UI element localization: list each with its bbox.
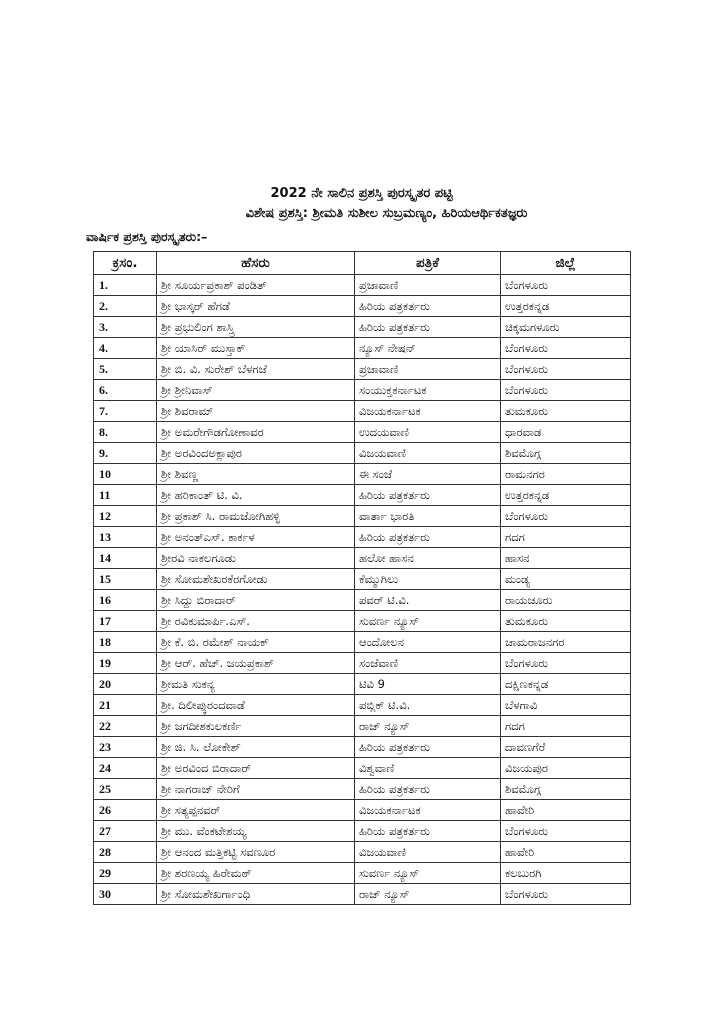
table-row [94, 758, 631, 779]
table-row [94, 863, 631, 884]
serial-cell: 2. [94, 296, 157, 317]
name-cell: ಶ್ರೀ ಶರಣಯ್ಯ ಹಿರೇಮಠ್ [157, 863, 355, 884]
district-cell: ಧಾರವಾಡ [501, 422, 631, 443]
district-cell: ಬೆಂಗಳೂರು [501, 653, 631, 674]
table-row [94, 569, 631, 590]
newspaper-cell: ನ್ಯೂಸ್ ನೇಷನ್ [355, 338, 501, 359]
special-award-line: ವಿಶೇಷ ಪ್ರಶಸ್ತಿ: ಶ್ರೀಮತಿ ಸುಶೀಲ ಸುಬ್ರಮಣ್ಯಂ, ಹಿರಿಯಆರ್ಥಿಕತಜ್ಞರು [245, 206, 528, 221]
table-row [94, 464, 631, 485]
table-row [94, 632, 631, 653]
table-row [94, 275, 631, 296]
newspaper-cell: ಸುವರ್ಣ ನ್ಯೂಸ್ [355, 611, 501, 632]
serial-cell: 10 [94, 464, 157, 485]
newspaper-cell: ವಾರ್ತಾ ಭಾರತಿ [355, 506, 501, 527]
name-cell: ಶ್ರೀ ಶಿವಣ್ಣ [157, 464, 355, 485]
newspaper-cell: ಪ್ರಜಾವಾಣಿ [355, 275, 501, 296]
serial-cell: 18 [94, 632, 157, 653]
district-cell: ಹಾವೇರಿ [501, 800, 631, 821]
serial-cell: 24 [94, 758, 157, 779]
serial-cell: 21 [94, 695, 157, 716]
serial-cell: 8. [94, 422, 157, 443]
table-row [94, 443, 631, 464]
district-cell: ದಕ್ಷಿಣಕನ್ನಡ [501, 674, 631, 695]
name-cell: ಶ್ರೀ ಮು. ವೆಂಕಟೇಶಯ್ಯ [157, 821, 355, 842]
district-cell: ಬೆಂಗಳೂರು [501, 380, 631, 401]
name-cell: ಶ್ರೀ ಬಿ. ವಿ. ಸುರೇಶ್ ಬೆಳಗಜೆ [157, 359, 355, 380]
newspaper-cell: ರಾಜ್ ನ್ಯೂಸ್ [355, 716, 501, 737]
serial-cell: 26 [94, 800, 157, 821]
table-row [94, 527, 631, 548]
newspaper-cell: ಹಲೋ ಹಾಸನ [355, 548, 501, 569]
table-row [94, 485, 631, 506]
district-cell: ಬೆಳಗಾವಿ [501, 695, 631, 716]
serial-cell: 4. [94, 338, 157, 359]
name-cell: ಶ್ರೀ ಶ್ರೀನಿವಾಸ್ [157, 380, 355, 401]
name-cell: ಶ್ರೀ ಯಾಸಿರ್ ಮುಸ್ತಾಕ್ [157, 338, 355, 359]
serial-cell: 14 [94, 548, 157, 569]
serial-cell: 9. [94, 443, 157, 464]
name-cell: ಶ್ರೀಮತಿ ಸುಕನ್ಯ [157, 674, 355, 695]
awardees-table [93, 251, 631, 905]
document-title: 2022 ನೇ ಸಾಲಿನ ಪ್ರಶಸ್ತಿ ಪುರಸ್ಕೃತರ ಪಟ್ಟಿ [270, 186, 453, 201]
serial-cell: 13 [94, 527, 157, 548]
name-cell: ಶ್ರೀ ಪ್ರಭುಲಿಂಗ ಶಾಸ್ತ್ರಿ [157, 317, 355, 338]
serial-cell: 16 [94, 590, 157, 611]
serial-cell: 6. [94, 380, 157, 401]
district-cell: ಚಾಮರಾಜನಗರ [501, 632, 631, 653]
newspaper-cell: ಟಿವಿ 9 [355, 674, 501, 695]
table-row [94, 695, 631, 716]
district-cell: ರಾಮನಗರ [501, 464, 631, 485]
newspaper-cell: ಹಿರಿಯ ಪತ್ರಕರ್ತರು [355, 296, 501, 317]
column-header-serial: ಕ್ರಸಂ. [94, 252, 157, 275]
district-cell: ಬೆಂಗಳೂರು [501, 359, 631, 380]
table-row [94, 317, 631, 338]
district-cell: ಹಾಸನ [501, 548, 631, 569]
table-row [94, 800, 631, 821]
table-row [94, 296, 631, 317]
serial-cell: 17 [94, 611, 157, 632]
newspaper-cell: ಪವರ್ ಟಿ.ವಿ. [355, 590, 501, 611]
newspaper-cell: ಕೆಮ್ಮುಗಿಲು [355, 569, 501, 590]
serial-cell: 20 [94, 674, 157, 695]
name-cell: ಶ್ರೀ ನಾಗರಾಜ್ ನೇರಿಗೆ [157, 779, 355, 800]
name-cell: ಶ್ರೀ ಅರವಿಂದಅಕ್ಲಾಪುರ [157, 443, 355, 464]
name-cell: ಶ್ರೀ ಆರ್. ಹೆಚ್. ಜಯಪ್ರಕಾಶ್ [157, 653, 355, 674]
district-cell: ಗದಗ [501, 527, 631, 548]
serial-cell: 28 [94, 842, 157, 863]
district-cell: ಗದಗ [501, 716, 631, 737]
district-cell: ಕಲಬುರಗಿ [501, 863, 631, 884]
serial-cell: 1. [94, 275, 157, 296]
district-cell: ಉತ್ತರಕನ್ನಡ [501, 296, 631, 317]
newspaper-cell: ವಿಜಯವಾಣಿ [355, 842, 501, 863]
name-cell: ಶ್ರೀ ಸತ್ಯಪ್ಪನವರ್ [157, 800, 355, 821]
serial-cell: 5. [94, 359, 157, 380]
serial-cell: 25 [94, 779, 157, 800]
name-cell: ಶ್ರೀ ಸೋಮಶೇಖರಕೆರಗೋಡು [157, 569, 355, 590]
district-cell: ಶಿವಮೊಗ್ಗ [501, 779, 631, 800]
table-row [94, 884, 631, 905]
district-cell: ಬೆಂಗಳೂರು [501, 884, 631, 905]
name-cell: ಶ್ರೀ ಅಮರೇಗೌಡಗೋಣಾವರ [157, 422, 355, 443]
district-cell: ಬೆಂಗಳೂರು [501, 275, 631, 296]
table-row [94, 674, 631, 695]
table-row [94, 380, 631, 401]
district-cell: ಶಿವಮೊಗ್ಗ [501, 443, 631, 464]
name-cell: ಶ್ರೀ. ದಿಲೀಪ್ಕುರಂದವಾಡೆ [157, 695, 355, 716]
column-header-district: ಜಿಲ್ಲೆ [501, 252, 631, 275]
serial-cell: 22 [94, 716, 157, 737]
serial-cell: 3. [94, 317, 157, 338]
serial-cell: 29 [94, 863, 157, 884]
name-cell: ಶ್ರೀ ಸೂರ್ಯಪ್ರಕಾಶ್ ಪಂಡಿತ್ [157, 275, 355, 296]
name-cell: ಶ್ರೀ ರವಿಕುಮಾರ್ಪಿ.ಎಸ್. [157, 611, 355, 632]
district-cell: ಉತ್ತರಕನ್ನಡ [501, 485, 631, 506]
serial-cell: 12 [94, 506, 157, 527]
newspaper-cell: ರಾಜ್ ನ್ಯೂಸ್ [355, 884, 501, 905]
district-cell: ಮಂಡ್ಯ [501, 569, 631, 590]
newspaper-cell: ಹಿರಿಯ ಪತ್ರಕರ್ತರು [355, 527, 501, 548]
table-row [94, 506, 631, 527]
newspaper-cell: ಸುವರ್ಣ ನ್ಯೂಸ್ [355, 863, 501, 884]
name-cell: ಶ್ರೀ ಜಗದೀಶಕುಲಕರ್ಣಿ [157, 716, 355, 737]
serial-cell: 15 [94, 569, 157, 590]
newspaper-cell: ವಿಜಯವಾಣಿ [355, 443, 501, 464]
newspaper-cell: ಈ ಸಂಜೆ [355, 464, 501, 485]
district-cell: ಚಿಕ್ಕಮಗಳೂರು [501, 317, 631, 338]
name-cell: ಶ್ರೀ ಅರವಿಂದ ಬಿರಾದಾರ್ [157, 758, 355, 779]
newspaper-cell: ವಿಜಯಕರ್ನಾಟಕ [355, 800, 501, 821]
serial-cell: 7. [94, 401, 157, 422]
district-cell: ಬೆಂಗಳೂರು [501, 506, 631, 527]
serial-cell: 27 [94, 821, 157, 842]
name-cell: ಶ್ರೀ ಆನಂದ ಮತ್ತಿಕಟ್ಟಿ ಸವಣೂರ [157, 842, 355, 863]
table-row [94, 737, 631, 758]
table-row [94, 422, 631, 443]
table-row [94, 716, 631, 737]
serial-cell: 30 [94, 884, 157, 905]
table-row [94, 338, 631, 359]
name-cell: ಶ್ರೀ ಅನಂತ್ಎಸ್. ಕಾರ್ಕಳ [157, 527, 355, 548]
district-cell: ರಾಯಚೂರು [501, 590, 631, 611]
district-cell: ತುಮಕೂರು [501, 611, 631, 632]
district-cell: ವಿಜಯಪುರ [501, 758, 631, 779]
table-row [94, 842, 631, 863]
column-header-newspaper: ಪತ್ರಿಕೆ [355, 252, 501, 275]
district-cell: ಬೆಂಗಳೂರು [501, 821, 631, 842]
newspaper-cell: ಹಿರಿಯ ಪತ್ರಕರ್ತರು [355, 779, 501, 800]
column-header-name: ಹೆಸರು [157, 252, 355, 275]
name-cell: ಶ್ರೀ ಹರಿಕಾಂತ್ ಟಿ. ವಿ. [157, 485, 355, 506]
table-row [94, 611, 631, 632]
newspaper-cell: ವಿಶ್ವವಾಣಿ [355, 758, 501, 779]
name-cell: ಶ್ರೀ ಕೆ. ಬಿ. ರಮೇಶ್ ನಾಯಕ್ [157, 632, 355, 653]
newspaper-cell: ಹಿರಿಯ ಪತ್ರಕರ್ತರು [355, 317, 501, 338]
table-row [94, 590, 631, 611]
district-cell: ದಾವಣಗೆರೆ [501, 737, 631, 758]
newspaper-cell: ಹಿರಿಯ ಪತ್ರಕರ್ತರು [355, 737, 501, 758]
table-row [94, 779, 631, 800]
serial-cell: 23 [94, 737, 157, 758]
newspaper-cell: ಪ್ರಜಾವಾಣಿ [355, 359, 501, 380]
newspaper-cell: ಆಂದೋಲನ [355, 632, 501, 653]
name-cell: ಶ್ರೀ ಜಿ. ಸಿ. ಲೋಕೇಶ್ [157, 737, 355, 758]
newspaper-cell: ಸಂಯುಕ್ತಕರ್ನಾಟಕ [355, 380, 501, 401]
newspaper-cell: ಹಿರಿಯ ಪತ್ರಕರ್ತರು [355, 821, 501, 842]
table-row [94, 401, 631, 422]
newspaper-cell: ಹಿರಿಯ ಪತ್ರಕರ್ತರು [355, 485, 501, 506]
name-cell: ಶ್ರೀ ಸಿದ್ದು ಬಿರಾದಾರ್ [157, 590, 355, 611]
district-cell: ಹಾವೇರಿ [501, 842, 631, 863]
newspaper-cell: ಸಂಜೆವಾಣಿ [355, 653, 501, 674]
table-row [94, 653, 631, 674]
name-cell: ಶ್ರೀ ಶಿವರಾಮ್ [157, 401, 355, 422]
newspaper-cell: ಪಬ್ಲಿಕ್ ಟಿ.ವಿ. [355, 695, 501, 716]
table-row [94, 548, 631, 569]
name-cell: ಶ್ರೀ ಪ್ರಕಾಶ್ ಸಿ. ರಾಮಜೋಗಿಹಳ್ಳಿ [157, 506, 355, 527]
table-header-row [94, 252, 631, 275]
district-cell: ಬೆಂಗಳೂರು [501, 338, 631, 359]
name-cell: ಶ್ರೀ ಸೋಮಶೇಖರ್ಗಾಂಧಿ [157, 884, 355, 905]
serial-cell: 11 [94, 485, 157, 506]
name-cell: ಶ್ರೀ ಭಾಸ್ಕರ್ ಹೆಗಡೆ [157, 296, 355, 317]
serial-cell: 19 [94, 653, 157, 674]
table-row [94, 821, 631, 842]
district-cell: ತುಮಕೂರು [501, 401, 631, 422]
name-cell: ಶ್ರೀರವಿ ನಾಕಲಗೂಡು [157, 548, 355, 569]
table-row [94, 359, 631, 380]
annual-awardees-heading: ವಾರ್ಷಿಕ ಪ್ರಶಸ್ತಿ ಪುರಸ್ಕೃತರು:– [86, 229, 208, 244]
newspaper-cell: ಉದಯವಾಣಿ [355, 422, 501, 443]
newspaper-cell: ವಿಜಯಕರ್ನಾಟಕ [355, 401, 501, 422]
